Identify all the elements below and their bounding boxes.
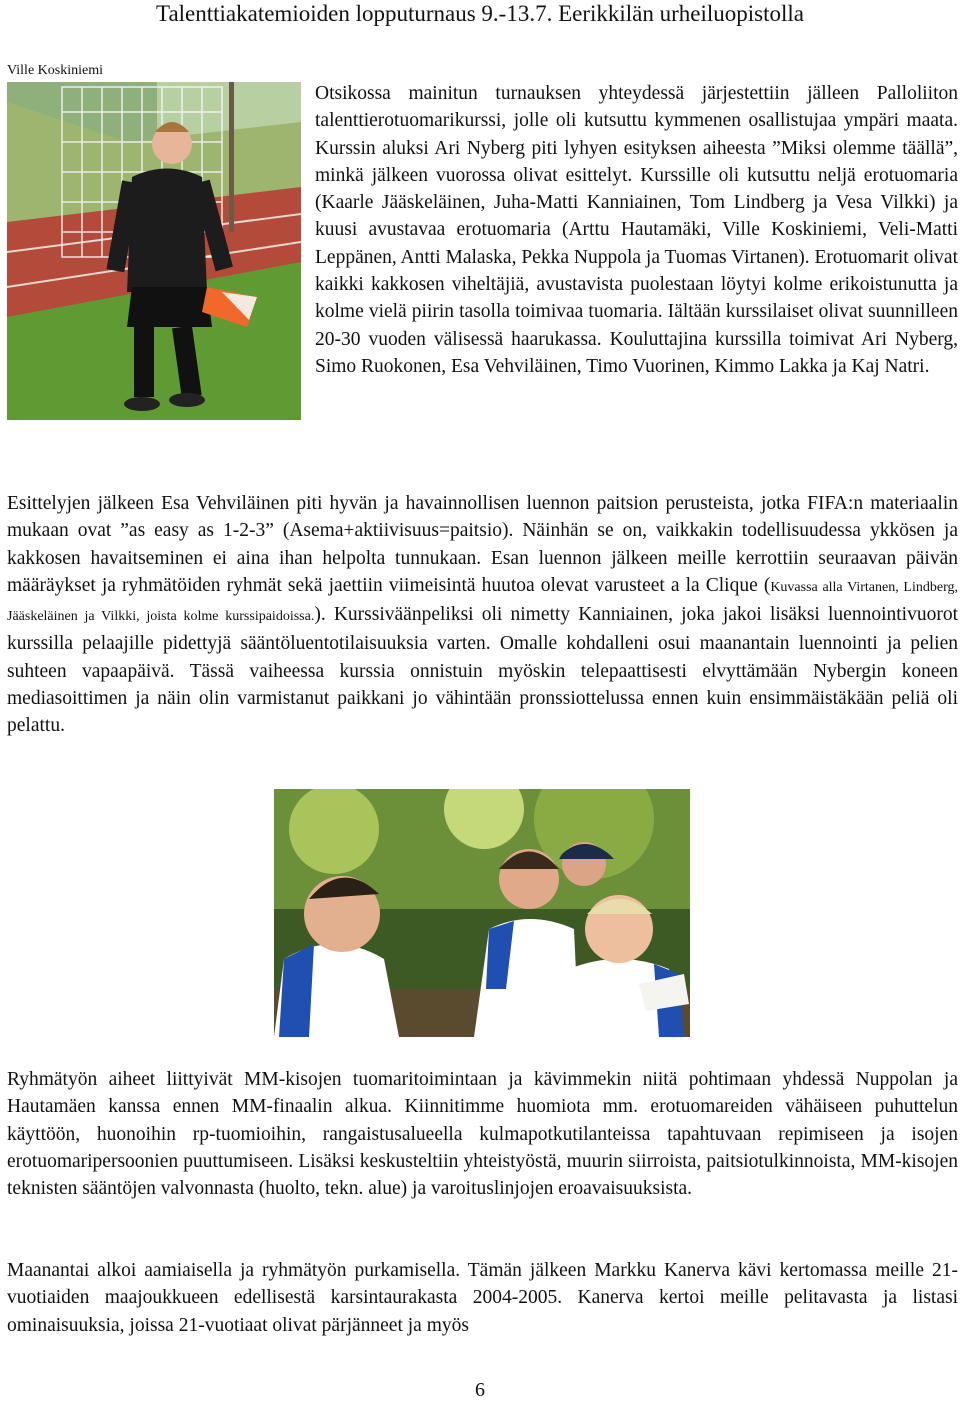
paragraph-offside: [7, 490, 958, 740]
offside-text-continued: ). Kurssiväänpeliksi oli nimetty Kanniainen, joka jakoi lisäksi luennointivuorot kurssilla pelaajille pidettyjä sääntöluentotilaisuuksia varten. Omalle kohdalleni osui maanantain luennointi ja pelien suhteen vapaapäivä. Tässä vaiheessa kurssia onnistuin myöskin telepaattisesti elvyttämään Nybergin koneen mediasoittimen ja näin olin varmistanut paikkani jo vähintään pronssiottelussa ennen kuin ensimmäistäkään peliä oli pelattu.: [7, 604, 958, 737]
referee-photo: [7, 82, 301, 420]
group-photo: [274, 789, 690, 1037]
page-header: Talenttiakatemioiden lopputurnaus 9.-13.7. Eerikkilän urheiluopistolla: [156, 1, 804, 26]
photo-caption: Ville Koskiniemi: [7, 63, 103, 78]
offside-text: Esittelyjen jälkeen Esa Vehviläinen piti hyvän ja havainnollisen luennon paitsion perusteista, jotka FIFA:n materiaalin mukaan ovat ”as easy as 1-2-3” (Asema+aktiivisuus=paitsio). Näinhän se on, vaikkakin todellisuudessa ykkösen ja kakkosen havaitseminen ei aina ihan helpolta tunnukaan. Esan luennon jälkeen meille kerrottiin seuraavan päivän määräykset ja ryhmätöiden ryhmät sekä jaettiin viimeisintä huutoa olevat varusteet a la Clique (: [7, 493, 958, 596]
paragraph-monday: Maanantai alkoi aamiaisella ja ryhmätyön purkamisella. Tämän jälkeen Markku Kanerva kävi kertomassa meille 21-vuotiaiden maajoukkueen edellisestä karsintaurakasta 2004-2005. Kanerva kertoi meille pelitavasta ja listasi ominaisuuksia, joissa 21-vuotiaat olivat pärjänneet ja myös: [7, 1260, 958, 1336]
paragraph-groupwork: Ryhmätyön aiheet liittyivät MM-kisojen tuomaritoimintaan ja kävimmekin niitä pohtimaan yhdessä Nuppolan ja Hautamäen kanssa ennen MM-finaalin alkua. Kiinnitimme huomiota mm. erotuomareiden vähäiseen puhuttelun käyttöön, huonoihin rp-tuomioihin, rangaistusalueella kulmapotkutilanteissa tapahtuvaan repimiseen ja isojen erotuomaripersoonien puuttumiseen. Lisäksi keskusteltiin yhteistyöstä, muurin siirroista, paitsiotulkinnoista, MM-kisojen teknisten sääntöjen valvonnasta (huolto, tekn. alue) ja varoituslinjojen eroavaisuuksista.: [7, 1069, 958, 1200]
intro-text: Otsikossa mainitun turnauksen yhteydessä järjestettiin jälleen Palloliiton talenttierotuomarikurssi, jolle oli kutsuttu kymmenen osallistujaa ympäri maata. Kurssin aluksi Ari Nyberg piti lyhyen esityksen aiheesta ”Miksi olemme täällä”, minkä jälkeen vuorossa olivat esittelyt. Kurssille oli kutsuttu neljä erotuomaria (Kaarle Jääskeläinen, Juha-Matti Kanniainen, Tom Lindberg ja Vesa Vilkki) ja kuusi avustavaa erotuomaria (Arttu Hautamäki, Ville Koskiniemi, Veli-Matti Leppänen, Antti Malaska, Pekka Nuppola ja Tuomas Virtanen). Erotuomarit olivat kaikki kakkosen viheltäjiä, avustavista puolestaan löytyi kolme erikoistunutta ja kolme vielä piirin tasolla toimivaa tuomaria. Iältään kurssilaiset olivat suunnilleen 20-30 vuoden välisessä haarukassa. Kouluttajina kurssilla toimivat Ari Nyberg, Simo Ruokonen, Esa Vehviläinen, Timo Vuorinen, Kimmo Lakka ja Kaj Natri.: [315, 83, 958, 377]
page-number: 6: [475, 1379, 485, 1401]
inline-photo-note: Kuvassa alla Virtanen, Lindberg, Jääskeläinen ja Vilkki, joista kolme kurssipaidoissa.: [7, 579, 958, 625]
